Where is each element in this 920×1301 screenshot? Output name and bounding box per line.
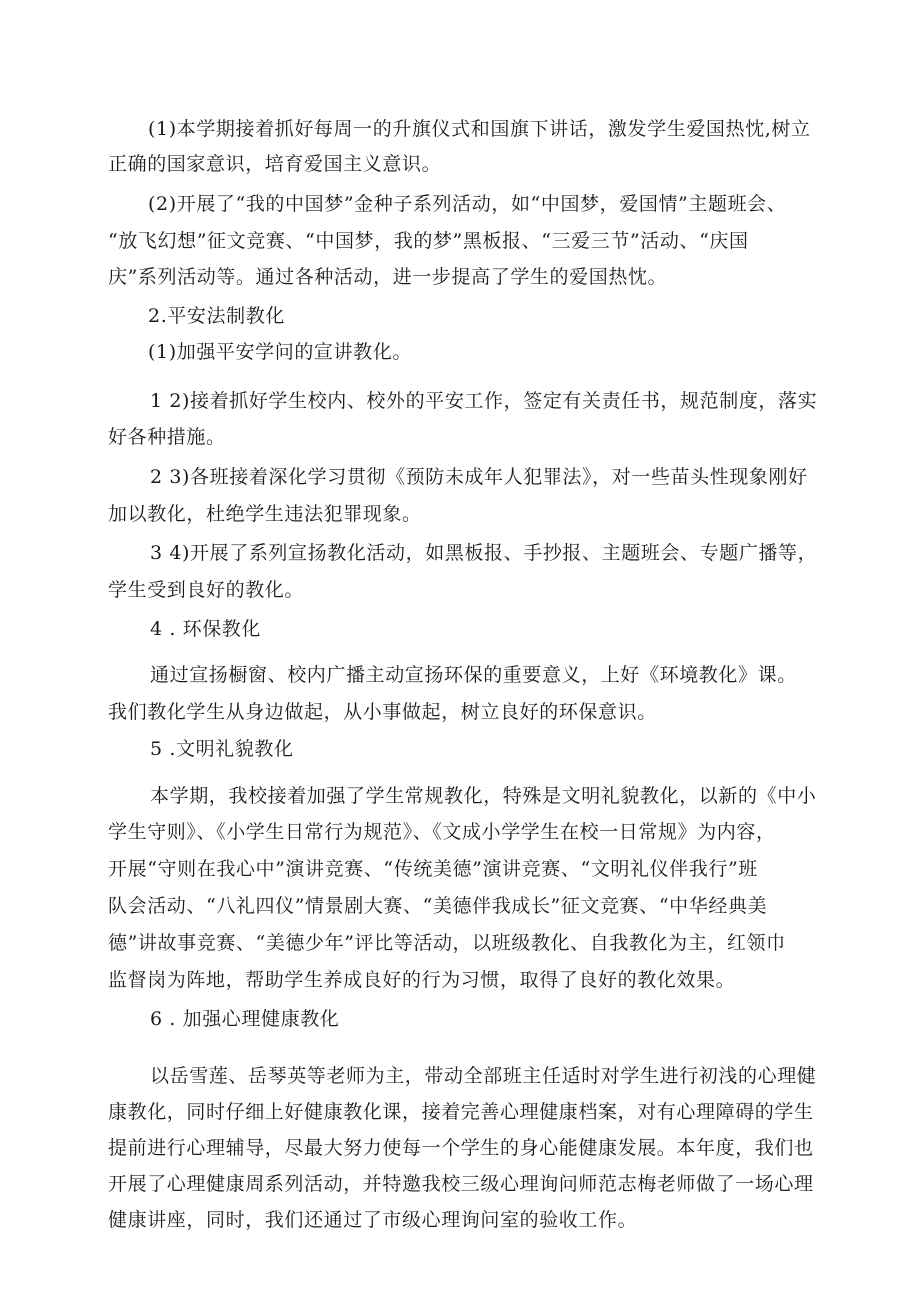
paragraph-line: 学生守则》、《小学生日常行为规范》、《文成小学学生在校一日常规》为内容，	[108, 821, 776, 843]
paragraph-line: 庆”系列活动等。通过各种活动，进一步提高了学生的爱国热忱。	[108, 266, 668, 288]
paragraph-line: 以岳雪莲、岳琴英等老师为主，带动全部班主任适时对学生进行初浅的心理健	[150, 1065, 817, 1087]
paragraph-line: 2 3)各班接着深化学习贯彻《预防未成年人犯罪法》，对一些苗头性现象刚好	[150, 466, 808, 488]
paragraph-line: 通过宣扬橱窗、校内广播主动宣扬环保的重要意义，上好《环境教化》课。	[150, 664, 797, 686]
paragraph-line: 学生受到良好的教化。	[108, 579, 305, 601]
paragraph-line: 开展了心理健康周系列活动，并特邀我校三级心理询问师范志梅老师做了一场心理	[108, 1173, 814, 1195]
paragraph-line: 我们教化学生从身边做起，从小事做起，树立良好的环保意识。	[108, 701, 657, 723]
section-heading: 5 .文明礼貌教化	[150, 738, 294, 760]
paragraph-line: 好各种措施。	[108, 426, 226, 448]
paragraph-line: 德”讲故事竞赛、“美德少年”评比等活动，以班级教化、自我教化为主，红领巾	[108, 932, 786, 954]
section-heading: 4 . 环保教化	[150, 618, 262, 640]
paragraph-line: “放飞幻想”征文竞赛、“中国梦，我的梦”黑板报、“三爱三节”活动、“庆国	[108, 230, 749, 252]
paragraph-line: 提前进行心理辅导，尽最大努力使每一个学生的身心能健康发展。本年度，我们也	[108, 1137, 814, 1159]
paragraph-line: 3 4)开展了系列宣扬教化活动，如黑板报、手抄报、主题班会、专题广播等，	[150, 542, 818, 564]
section-heading: 2.平安法制教化	[148, 305, 285, 327]
paragraph-line: 1 2)接着抓好学生校内、校外的平安工作，签定有关责任书，规范制度，落实	[150, 390, 818, 412]
paragraph-line: 康教化，同时仔细上好健康教化课，接着完善心理健康档案，对有心理障碍的学生	[108, 1101, 814, 1123]
paragraph-line: 开展“守则在我心中”演讲竞赛、“传统美德”演讲竞赛、“文明礼仪伴我行”班	[108, 858, 758, 880]
paragraph-line: 队会活动、“八礼四仪”情景剧大赛、“美德伴我成长”征文竞赛、“中华经典美	[108, 895, 768, 917]
paragraph-line: 监督岗为阵地，帮助学生养成良好的行为习惯，取得了良好的教化效果。	[108, 969, 736, 991]
paragraph-line: 健康讲座，同时，我们还通过了市级心理询问室的验收工作。	[108, 1209, 638, 1231]
subsection-heading: (1)加强平安学问的宣讲教化。	[148, 341, 412, 363]
paragraph-line: (1)本学期接着抓好每周一的升旗仪式和国旗下讲话，激发学生爱国热忱,树立	[148, 118, 811, 140]
section-heading: 6 . 加强心理健康教化	[150, 1008, 340, 1030]
paragraph-line: 正确的国家意识，培育爱国主义意识。	[108, 153, 442, 175]
paragraph-line: 本学期，我校接着加强了学生常规教化，特殊是文明礼貌教化，以新的《中小	[150, 785, 817, 807]
paragraph-line: (2)开展了“我的中国梦”金种子系列活动，如“中国梦，爱国情”主题班会、	[148, 193, 787, 215]
paragraph-line: 加以教化，杜绝学生违法犯罪现象。	[108, 503, 422, 525]
